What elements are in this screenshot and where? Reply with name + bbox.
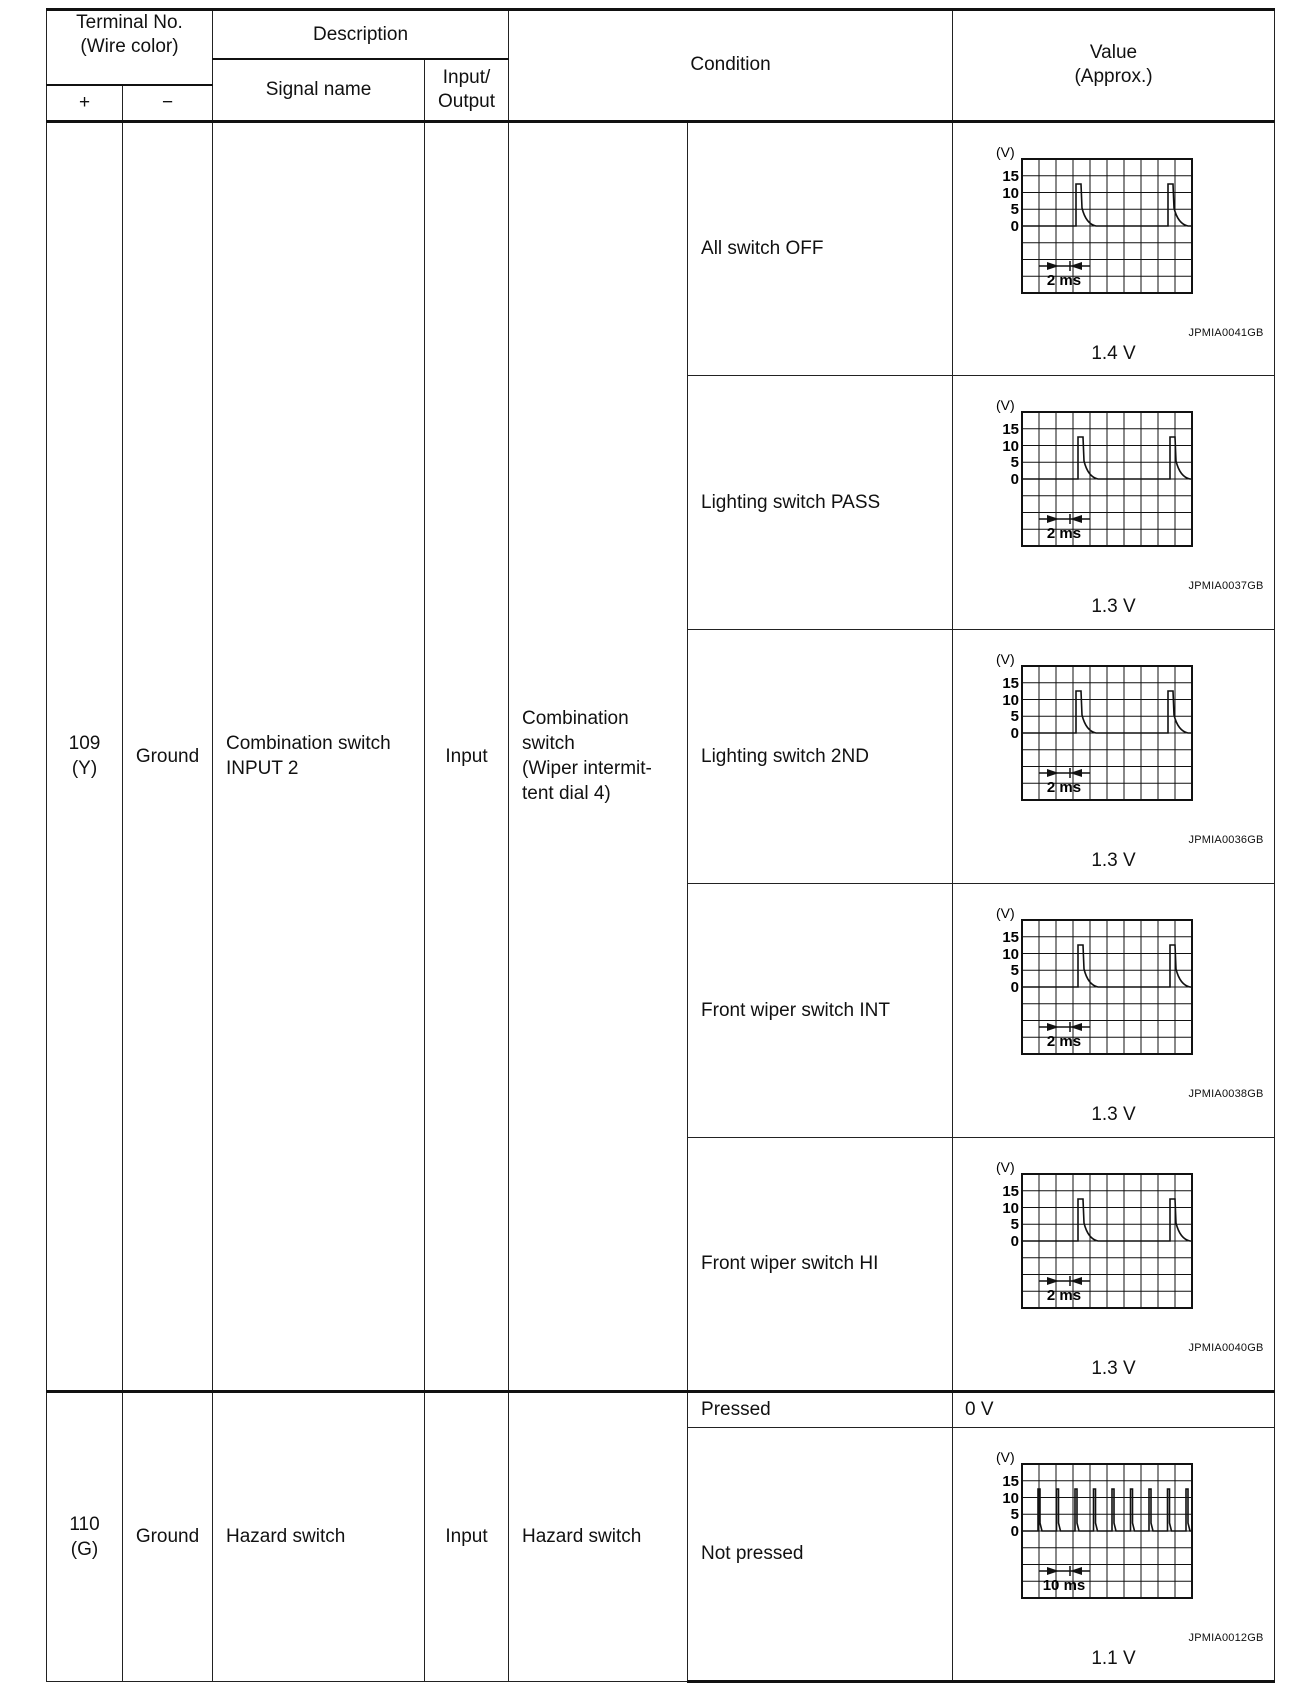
condition-110: Hazard switch <box>509 1391 688 1681</box>
time-scale-label: 2 ms <box>1046 1033 1081 1050</box>
scope-tick-label: 5 <box>1010 1505 1019 1523</box>
header-signal-name: Signal name <box>213 59 425 121</box>
scope-tick-label: 15 <box>1001 929 1019 946</box>
table-row <box>47 121 1275 375</box>
waveform-figure <box>956 630 1272 882</box>
pressed-value: 0 V <box>953 1391 1275 1427</box>
value-cell <box>953 1137 1275 1391</box>
figure-code: JPMIA0036GB <box>1188 834 1264 846</box>
terminal-110 <box>47 1391 123 1681</box>
scope-tick-label: 15 <box>1001 675 1019 692</box>
scope-tick-label: 10 <box>1001 1199 1019 1217</box>
approx-value: 1.1 V <box>1091 1647 1136 1669</box>
signal-name-109 <box>213 121 425 1391</box>
oscilloscope-waveform <box>992 143 1238 329</box>
value-cell <box>953 1427 1275 1681</box>
sub-condition: Front wiper switch HI <box>688 1137 953 1391</box>
scope-tick-label: 10 <box>1001 692 1019 709</box>
sub-condition-pressed: Pressed <box>688 1391 953 1427</box>
scope-tick-label: 0 <box>1010 217 1019 235</box>
time-scale-arrow <box>1039 1276 1090 1286</box>
header-value-text: Value <box>1089 42 1138 64</box>
header-plus: + <box>47 85 123 121</box>
approx-value: 1.3 V <box>1091 596 1136 617</box>
time-scale-arrow <box>1039 768 1090 778</box>
oscilloscope-waveform <box>992 1448 1238 1634</box>
header-output-text: Output <box>437 90 496 112</box>
time-scale-label: 2 ms <box>1046 1286 1081 1304</box>
time-scale-arrow <box>1039 261 1090 271</box>
header-condition: Condition <box>509 10 953 122</box>
oscilloscope-waveform <box>992 651 1238 836</box>
oscilloscope-waveform <box>992 397 1238 582</box>
sub-condition: All switch OFF <box>688 121 953 375</box>
scope-tick-label: 5 <box>1010 962 1019 979</box>
time-scale-label: 10 ms <box>1042 1576 1085 1594</box>
figure-code: JPMIA0012GB <box>1188 1631 1264 1644</box>
waveform-figure <box>956 123 1272 375</box>
figure-code: JPMIA0037GB <box>1188 580 1264 592</box>
waveform-figure <box>956 376 1272 628</box>
scope-tick-label: 0 <box>1010 979 1019 996</box>
approx-value: 1.3 V <box>1091 1104 1136 1125</box>
oscilloscope-waveform <box>992 905 1238 1090</box>
scope-unit-label: (V) <box>995 905 1015 921</box>
wire-color: (Y) <box>71 758 98 779</box>
approx-value: 1.4 V <box>1091 342 1136 364</box>
header-terminal-no-text: Terminal No. <box>76 12 183 33</box>
scope-unit-label: (V) <box>995 397 1015 413</box>
terminal-number: 110 <box>69 1513 100 1535</box>
header-terminal-spacer <box>47 59 213 85</box>
scope-tick-label: 5 <box>1010 454 1019 471</box>
wire-color: (G) <box>70 1538 99 1560</box>
time-scale-label: 2 ms <box>1046 525 1081 542</box>
header-description: Description <box>213 10 509 60</box>
approx-value: 1.3 V <box>1091 1357 1136 1379</box>
header-wire-color-text: (Wire color) <box>80 36 179 57</box>
scope-unit-label: (V) <box>995 1448 1015 1465</box>
value-cell <box>953 375 1275 629</box>
time-scale-arrow <box>1039 1566 1090 1576</box>
header-input-text: Input/ <box>442 66 491 88</box>
scope-tick-label: 10 <box>1001 946 1019 963</box>
terminal-109 <box>47 121 123 1391</box>
sub-condition: Front wiper switch INT <box>688 883 953 1137</box>
header-input-output <box>425 59 509 121</box>
value-cell <box>953 883 1275 1137</box>
scope-tick-label: 0 <box>1010 725 1019 742</box>
approx-value: 1.3 V <box>1091 850 1136 871</box>
scope-tick-label: 5 <box>1010 200 1019 218</box>
header-minus: − <box>123 85 213 121</box>
signal-name-110: Hazard switch <box>213 1391 425 1681</box>
ground-109: Ground <box>123 121 213 1391</box>
figure-code: JPMIA0041GB <box>1188 326 1264 339</box>
scope-tick-label: 15 <box>1001 167 1019 185</box>
sub-condition: Lighting switch PASS <box>688 375 953 629</box>
scope-tick-label: 15 <box>1001 1472 1019 1490</box>
header-value <box>953 10 1275 122</box>
signal-name-line: Combination switch <box>226 733 391 754</box>
scope-tick-label: 15 <box>1001 421 1019 438</box>
waveform-figure <box>956 884 1272 1136</box>
scope-unit-label: (V) <box>995 143 1015 160</box>
time-scale-arrow <box>1039 1022 1090 1032</box>
io-110: Input <box>425 1391 509 1681</box>
scope-tick-label: 0 <box>1010 1232 1019 1250</box>
oscilloscope-waveform <box>992 1158 1238 1344</box>
terminal-spec-table <box>46 8 1275 1683</box>
condition-line: switch <box>522 733 575 754</box>
scope-unit-label: (V) <box>995 651 1015 667</box>
sub-condition-not-pressed: Not pressed <box>688 1427 953 1681</box>
figure-code: JPMIA0040GB <box>1188 1341 1264 1354</box>
scope-tick-label: 10 <box>1001 184 1019 202</box>
figure-code: JPMIA0038GB <box>1188 1088 1264 1100</box>
scope-tick-label: 0 <box>1010 471 1019 488</box>
scope-tick-label: 15 <box>1001 1182 1019 1200</box>
condition-line: (Wiper intermit- <box>522 758 652 779</box>
io-109: Input <box>425 121 509 1391</box>
header-terminal-no <box>47 10 213 60</box>
condition-line: tent dial 4) <box>522 783 611 804</box>
scope-tick-label: 5 <box>1010 708 1019 725</box>
waveform-figure <box>956 1428 1272 1680</box>
time-scale-label: 2 ms <box>1046 779 1081 796</box>
scope-tick-label: 0 <box>1010 1522 1019 1540</box>
scope-tick-label: 5 <box>1010 1215 1019 1233</box>
value-cell <box>953 121 1275 375</box>
scope-tick-label: 10 <box>1001 438 1019 455</box>
value-cell <box>953 629 1275 883</box>
header-approx-text: (Approx.) <box>1074 66 1153 88</box>
table-row <box>47 1391 1275 1427</box>
time-scale-arrow <box>1039 514 1090 524</box>
condition-109 <box>509 121 688 1391</box>
time-scale-label: 2 ms <box>1046 271 1081 289</box>
terminal-number: 109 <box>68 733 101 754</box>
condition-line: Combination <box>522 708 629 729</box>
scope-unit-label: (V) <box>995 1158 1015 1175</box>
scope-tick-label: 10 <box>1001 1489 1019 1507</box>
ground-110: Ground <box>123 1391 213 1681</box>
signal-name-line: INPUT 2 <box>226 758 299 779</box>
sub-condition: Lighting switch 2ND <box>688 629 953 883</box>
waveform-figure <box>956 1138 1272 1390</box>
